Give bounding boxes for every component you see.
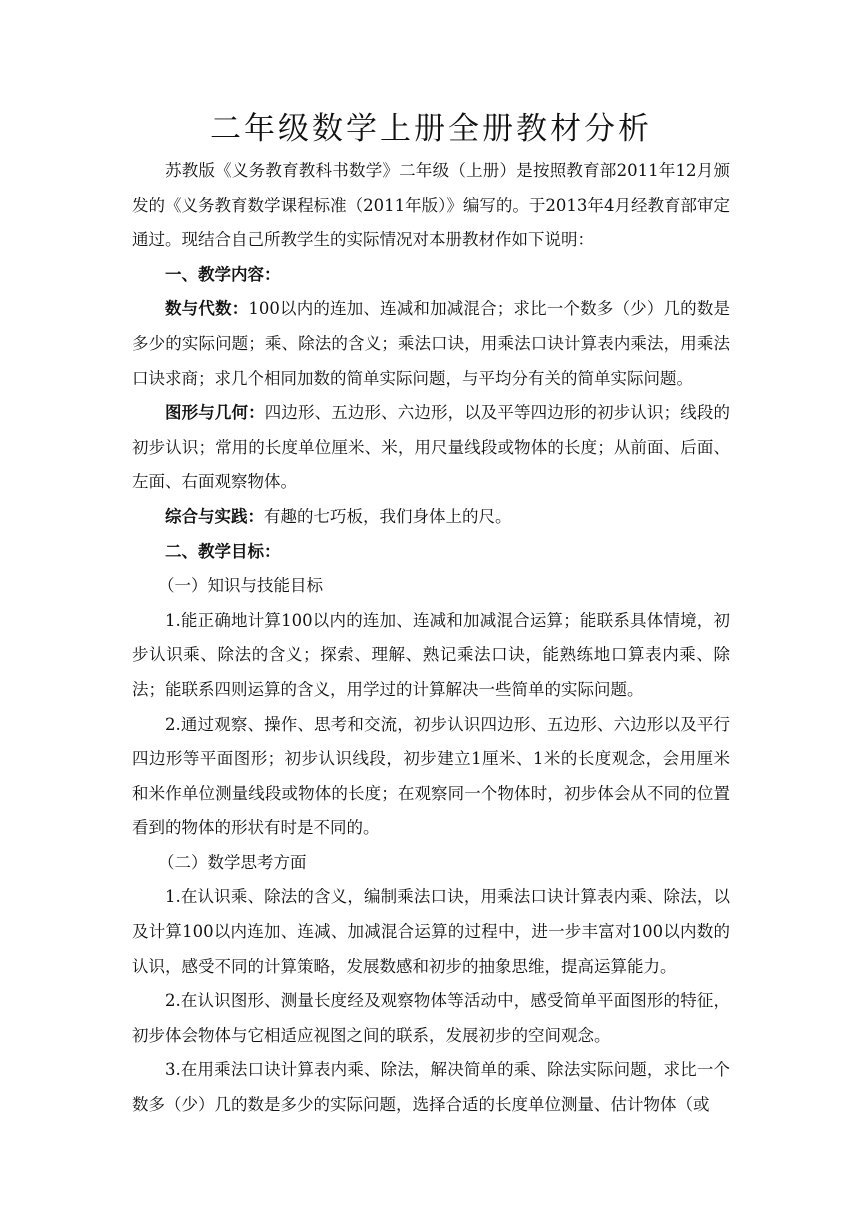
section-heading-content: 一、教学内容： [165, 264, 281, 284]
content-item-text: 100以内的连加、连减和加减混合；求比一个数多（少）几的数是多少的实际问题；乘、除法的含义；乘法口诀，用乘法口诀计算表内乘法，用乘法口诀求商；求几个相同加数的简单实际问题，与平均分有关的简单实际问题。 [132, 299, 730, 388]
content-item-text: 四边形、五边形、六边形，以及平等四边形的初步认识；线段的初步认识；常用的长度单位厘米、米，用尺量线段或物体的长度；从前面、后面、左面、右面观察物体。 [132, 403, 731, 492]
subsection-heading-thinking: （二）数学思考方面 [158, 852, 307, 872]
content-item-number-algebra [132, 292, 730, 396]
goal-item: 2.在认识图形、测量长度经及观察物体等活动中，感受简单平面图形的特征，初步体会物体与它相适应视图之间的联系，发展初步的空间观念。 [132, 991, 730, 1045]
goal-item: 1.能正确地计算100以内的连加、连减和加减混合运算；能联系具体情境，初步认识乘、除法的含义；探索、理解、熟记乘法口诀，能熟练地口算表内乘、除法；能联系四则运算的含义，用学过的计算解决一些简单的实际问题。 [132, 610, 730, 699]
section-heading-goals: 二、教学目标： [165, 541, 281, 561]
subsection-heading-knowledge: （一）知识与技能目标 [158, 576, 323, 596]
document-title: 二年级数学上册全册教材分析 [210, 111, 652, 147]
content-item-geometry [132, 396, 730, 500]
intro-paragraph: 苏教版《义务教育教科书数学》二年级（上册）是按照教育部2011年12月颁发的《义务教育数学课程标准（2011年版）》编写的。于2013年4月经教育部审定通过。现结合自己所教学生的实际情况对本册教材作如下说明： [132, 161, 730, 250]
document-page [132, 104, 730, 1123]
content-item-lead: 综合与实践： [165, 506, 264, 526]
content-item-text: 有趣的七巧板，我们身体上的尺。 [264, 506, 512, 526]
goal-item: 2.通过观察、操作、思考和交流，初步认识四边形、五边形、六边形以及平行四边形等平面图形；初步认识线段，初步建立1厘米、1米的长度观念，会用厘米和米作单位测量线段或物体的长度；在观察同一个物体时，初步体会从不同的位置看到的物体的形状有时是不同的。 [132, 714, 730, 838]
goal-item: 3.在用乘法口诀计算表内乘、除法，解决简单的乘、除法实际问题，求比一个数多（少）几的数是多少的实际问题，选择合适的长度单位测量、估计物体（或 [132, 1060, 730, 1115]
content-item-lead: 图形与几何： [165, 403, 265, 423]
goal-item: 1.在认识乘、除法的含义，编制乘法口诀，用乘法口诀计算表内乘、除法，以及计算100以内连加、连减、加减混合运算的过程中，进一步丰富对100以内数的认识，感受不同的计算策略，发展数感和初步的抽象思维，提高运算能力。 [132, 887, 730, 976]
content-item-lead: 数与代数： [165, 299, 249, 319]
content-item-practice [132, 500, 730, 535]
